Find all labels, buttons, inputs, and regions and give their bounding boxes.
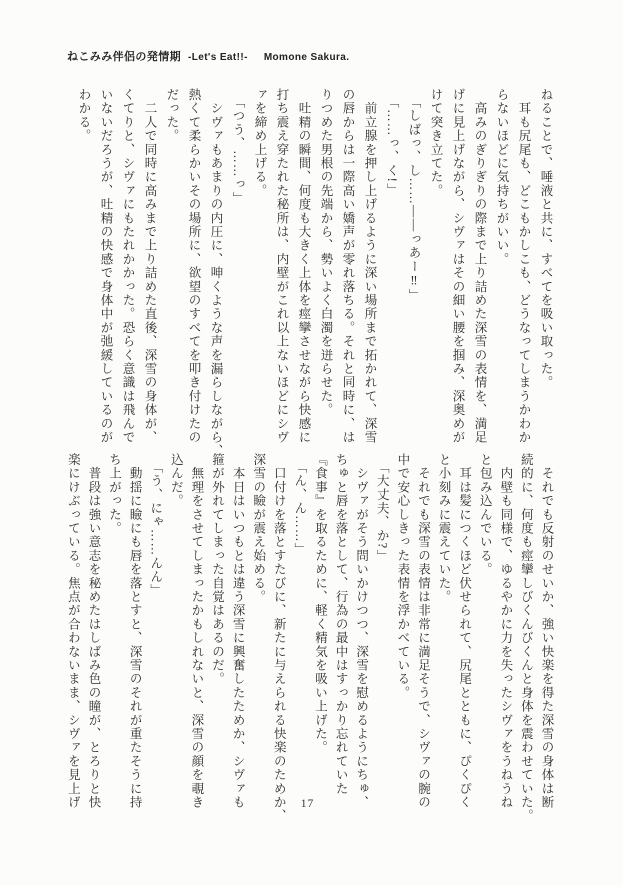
text-line: と小刻みに震えていた。	[437, 453, 452, 604]
top-text-block	[73, 88, 557, 458]
text-line: りつめた男根の先端から、勢いよく白濁を迸らせた。	[319, 88, 333, 417]
text-line: けて突き立てた。	[429, 88, 443, 198]
page-number: 17	[300, 798, 315, 810]
text-line: 打ち震え穿たれた秘所は、内壁がこれ以上ないほどにシヴ	[275, 88, 289, 445]
text-line: それでも反射のせいか、強い快楽を得た深雪の身体は断	[540, 453, 554, 810]
text-line: と包み込んでいる。	[478, 453, 493, 577]
bottom-text-block	[63, 453, 557, 829]
text-line: ちゅと唇を落として、行為の最中はすっかり忘れていた	[334, 453, 349, 796]
text-line: 熱くて柔らかいその場所に、欲望のすべてを叩き付けたの	[187, 88, 201, 445]
text-line: 『食事』を取るために、軽く精気を吸い上げた。	[313, 453, 328, 755]
text-line: 「……っ、く!」	[385, 88, 399, 197]
text-line: 無理をさせてしまったかもしれないと、深雪の顔を覗き	[189, 453, 204, 810]
text-line: シヴァがそう問いかけつつ、深雪を慰めるようにちゅ、	[354, 453, 369, 810]
text-line: 動揺に瞼にも唇を落とすと、深雪のそれが重たそうに持	[128, 453, 143, 810]
text-line: 内壁も同様で、ゆるやかに力を失ったシヴァをうねうね	[498, 453, 513, 810]
text-line: 「つう、……っ」	[231, 88, 245, 206]
header-title-en: -Let's Eat!!-	[188, 52, 248, 63]
text-line: いないだろうが、吐精の快感で身体中が弛緩しているのが	[99, 88, 113, 445]
text-line: ねることで、唾液と共に、すべてを吸い取った。	[539, 88, 553, 390]
text-line: 中で安心しきった表情を浮かべている。	[395, 453, 410, 700]
text-line: くてりと、シヴァにもたれかかった。恐らく意識は飛んで	[121, 88, 135, 445]
text-line: 高みのぎりぎりの際まで上り詰めた深雪の表情を、満足	[473, 88, 487, 445]
text-line: 「ん、ん……」	[292, 453, 307, 557]
text-line: 前立腺を押し上げるように深い場所まで拓かれて、深雪	[363, 88, 377, 445]
text-line: ち上がった。	[107, 453, 122, 536]
text-line: 普段は強い意志を秘めたはしばみ色の瞳が、とろりと快	[86, 453, 101, 810]
text-line: わかる。	[77, 88, 91, 143]
text-line: の唇からは一際高い嬌声が零れ落ちる。それと同時に、は	[341, 88, 355, 445]
text-line: それでも深雪の表情は非常に満足そうで、シヴァの腕の	[416, 453, 431, 810]
text-line: 「大丈夫、か?」	[375, 453, 390, 564]
text-line: だった。	[165, 88, 179, 143]
text-line: 楽にけぶっている。焦点が合わないまま、シヴァを見上げ	[66, 453, 81, 810]
text-line: げに見上げながら、シヴァはその細い腰を掴み、深奥めが	[451, 88, 465, 445]
text-line: 耳は髪につくほど伏せられて、尻尾とともに、ぴくぴく	[457, 453, 472, 810]
text-line: らないほどに気持ちがいい。	[495, 88, 509, 267]
text-line: 二人で同時に高みまで上り詰めた直後、深雪の身体が、	[143, 88, 157, 445]
text-line: 吐精の瞬間、何度も大きく上体を痙攣させながら快感に	[297, 88, 311, 445]
text-line: 「う、にゃ……んん」	[148, 453, 163, 598]
text-line: 深雪の瞼が震え始める。	[251, 453, 266, 604]
text-line: 「しばっ、し……――っあー‼」	[407, 88, 421, 303]
text-line: シヴァもあまりの内圧に、呻くような声を漏らしながら、	[209, 88, 223, 458]
text-line: ァを締め上げる。	[253, 88, 267, 198]
text-line: 込んだ。	[169, 453, 184, 508]
text-line: 耳も尻尾も、どこもかしこも、どうなってしまうかわか	[517, 88, 531, 445]
header-author-credit: Momone Sakura.	[263, 52, 350, 63]
page-header	[67, 48, 349, 64]
text-line: 本日はいつもとは違う深雪に興奮したためか、シヴァも	[231, 453, 246, 810]
header-title-jp: ねこみみ伴侶の発情期	[67, 51, 181, 63]
text-line: 箍が外れてしまった自覚はあるのだ。	[210, 453, 225, 686]
text-line: 続的に、何度も痙攣しびくんびくんと身体を震わせていた。	[519, 453, 534, 823]
text-line: 口付けを落とすたびに、新たに与えられる快楽のためか、	[272, 453, 287, 823]
